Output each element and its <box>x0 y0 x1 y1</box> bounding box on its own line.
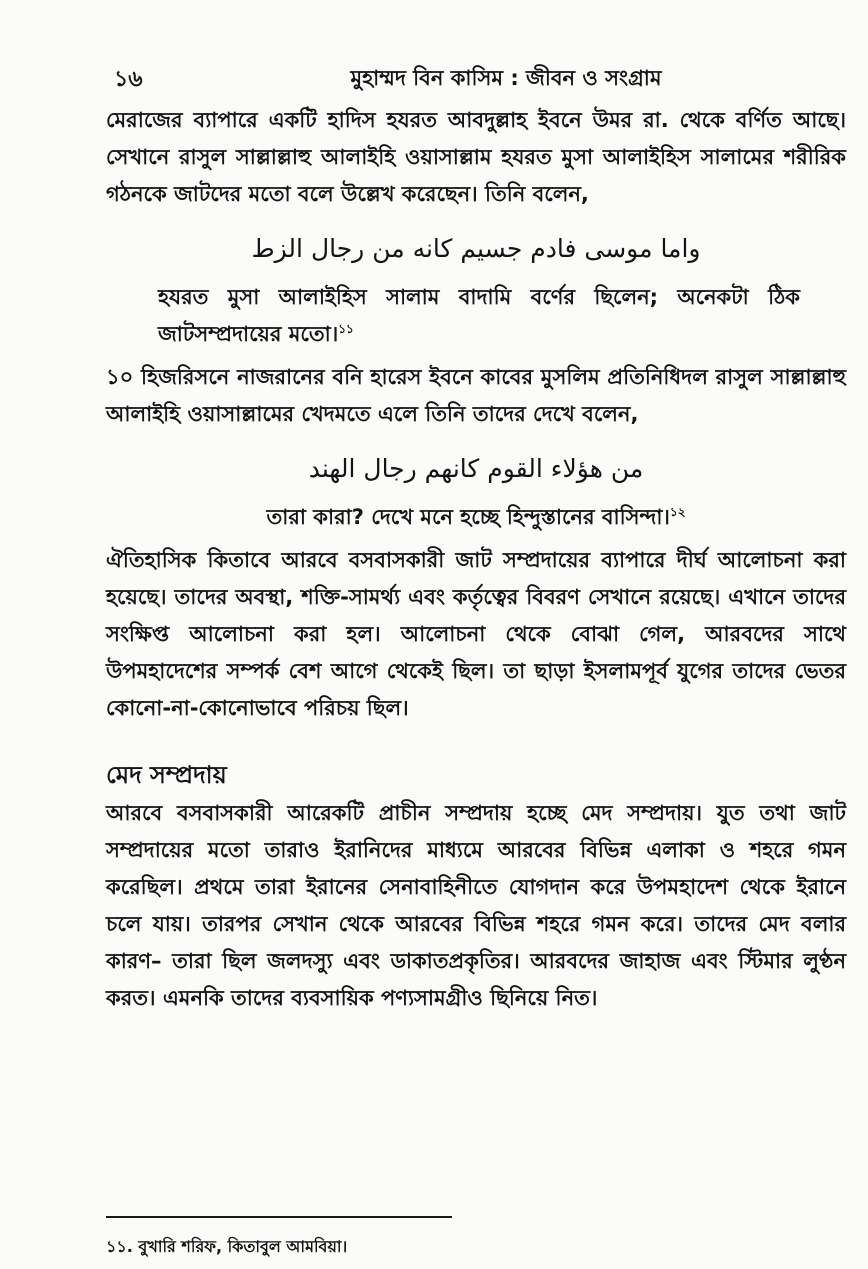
running-title: মুহাম্মদ বিন কাসিম : জীবন ও সংগ্রাম <box>350 66 662 90</box>
paragraph-3: ঐতিহাসিক কিতাবে আরবে বসবাসকারী জাট সম্প্রদায়ের ব্যাপারে দীর্ঘ আলোচনা করা হয়েছে। তাদের অবস্থা, শক্তি-সামর্থ্য এবং কর্তৃত্বের বিবরণ সেখানে রয়েছে। এখানে তাদের সংক্ষিপ্ত আলোচনা করা হল। আলোচনা থেকে বোঝা গেল, আরবদের সাথে উপমহাদেশের সম্পর্ক বেশ আগে থেকেই ছিল। তা ছাড়া ইসলামপূর্ব যুগের তাদের ভেতর কোনো-না-কোনোভাবে পরিচয় ছিল। <box>106 548 846 720</box>
translation-quote-1-text: হযরত মুসা আলাইহিস সালাম বাদামি বর্ণের ছিলেন; অনেকটা ঠিক জাটসম্প্রদায়ের মতো। <box>158 285 800 346</box>
footnote-ref-12: ১২ <box>669 505 686 519</box>
footnote-divider <box>106 1216 452 1218</box>
paragraph-1: মেরাজের ব্যাপারে একটি হাদিস হযরত আবদুল্লাহ ইবনে উমর রা. থেকে বর্ণিত আছে। সেখানে রাসুল সাল্লাল্লাহু আলাইহি ওয়াসাল্লাম হযরত মুসা আলাইহিস সালামের শরীরিক গঠনকে জাটদের মতো বলে উল্লেখ করেছেন। তিনি বলেন, <box>106 108 846 206</box>
paragraph-2: ১০ হিজরিসনে নাজরানের বনি হারেস ইবনে কাবের মুসলিম প্রতিনিধিদল রাসুল সাল্লাল্লাহু আলাইহি ওয়াসাল্লামের খেদমতে এলে তিনি তাদের দেখে বলেন, <box>106 365 846 426</box>
section-heading: মেদ সম্প্রদায় <box>106 761 227 789</box>
page-body <box>106 102 846 1017</box>
translation-quote-1 <box>106 279 846 353</box>
arabic-quote-1: واما موسى فادم جسيم كانه من رجال الزط <box>251 234 701 263</box>
running-header <box>106 54 846 94</box>
footnote-ref-11: ১১ <box>338 322 354 336</box>
footnote-11: ১১. বুখারি শরিফ, কিতাবুল আমবিয়া। <box>106 1237 348 1256</box>
translation-quote-2 <box>106 499 846 536</box>
paragraph-4: আরবে বসবাসকারী আরেকটি প্রাচীন সম্প্রদায় হচ্ছে মেদ সম্প্রদায়। যুত তথা জাট সম্প্রদায়ের মতো তারাও ইরানিদের মাধ্যমে আরবের বিভিন্ন এলাকা ও শহরে গমন করেছিল। প্রথমে তারা ইরানের সেনাবাহিনীতে যোগদান করে উপমহাদেশ থেকে ইরানে চলে যায়। তারপর সেখান থেকে আরবের বিভিন্ন শহরে গমন করে। তাদের মেদ বলার কারণ– তারা ছিল জলদস্যু এবং ডাকাতপ্রকৃতির। আরবদের জাহাজ এবং স্টিমার লুণ্ঠন করত। এমনকি তাদের ব্যবসায়িক পণ্যসামগ্রীও ছিনিয়ে নিত। <box>106 801 846 1010</box>
page-number: ১৬ <box>114 67 143 92</box>
arabic-quote-2: من هؤلاء القوم كانهم رجال الهند <box>308 454 644 483</box>
translation-quote-2-text: তারা কারা? দেখে মনে হচ্ছে হিন্দুস্তানের বাসিন্দা। <box>266 505 670 529</box>
